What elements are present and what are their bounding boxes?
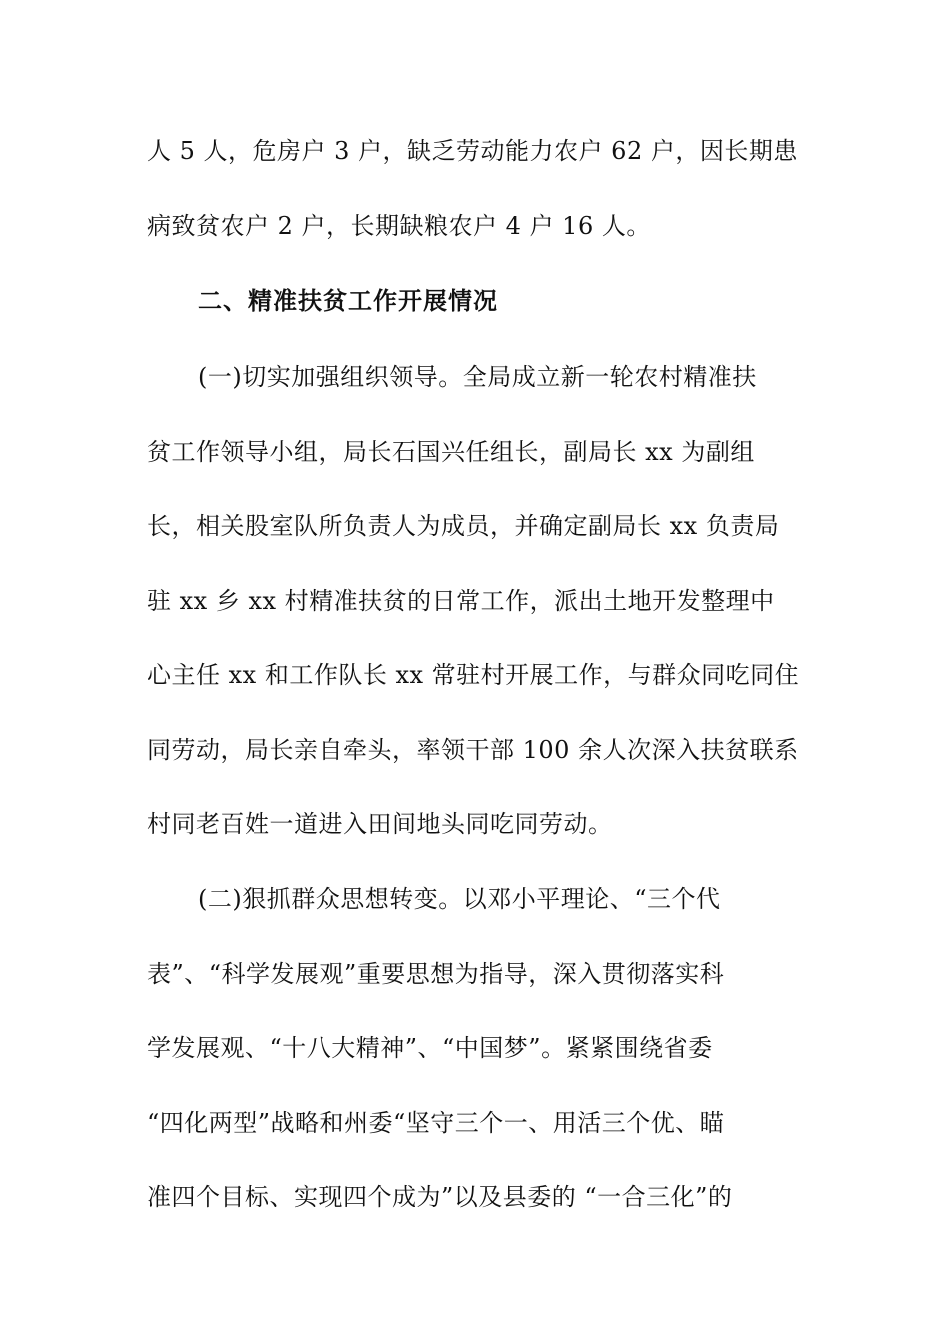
- paragraph-line: 驻 xx 乡 xx 村精准扶贫的日常工作，派出土地开发整理中: [147, 587, 775, 615]
- paragraph-line: 同劳动，局长亲自牵头，率领干部 100 余人次深入扶贫联系: [147, 736, 799, 764]
- paragraph-line: 村同老百姓一道进入田间地头同吃同劳动。: [147, 810, 613, 838]
- paragraph-line: (二)狠抓群众思想转变。以邓小平理论、“三个代: [198, 885, 721, 913]
- paragraph-line: 病致贫农户 2 户，长期缺粮农户 4 户 16 人。: [147, 212, 651, 240]
- paragraph-line: 人 5 人，危房户 3 户，缺乏劳动能力农户 62 户，因长期患: [147, 137, 798, 165]
- paragraph-line: 表”、“科学发展观”重要思想为指导，深入贯彻落实科: [147, 960, 725, 988]
- paragraph-line: “四化两型”战略和州委“坚守三个一、用活三个优、瞄: [147, 1109, 725, 1137]
- paragraph-line: 贫工作领导小组，局长石国兴任组长，副局长 xx 为副组: [147, 438, 755, 466]
- section-heading: 二、精准扶贫工作开展情况: [198, 287, 498, 315]
- paragraph-line: 心主任 xx 和工作队长 xx 常驻村开展工作，与群众同吃同住: [147, 661, 800, 689]
- paragraph-line: 准四个目标、实现四个成为”以及县委的 “一合三化”的: [147, 1183, 733, 1211]
- paragraph-line: 长，相关股室队所负责人为成员，并确定副局长 xx 负责局: [147, 512, 780, 540]
- paragraph-line: (一)切实加强组织领导。全局成立新一轮农村精准扶: [198, 363, 757, 391]
- paragraph-line: 学发展观、“十八大精神”、“中国梦”。紧紧围绕省委: [147, 1034, 713, 1062]
